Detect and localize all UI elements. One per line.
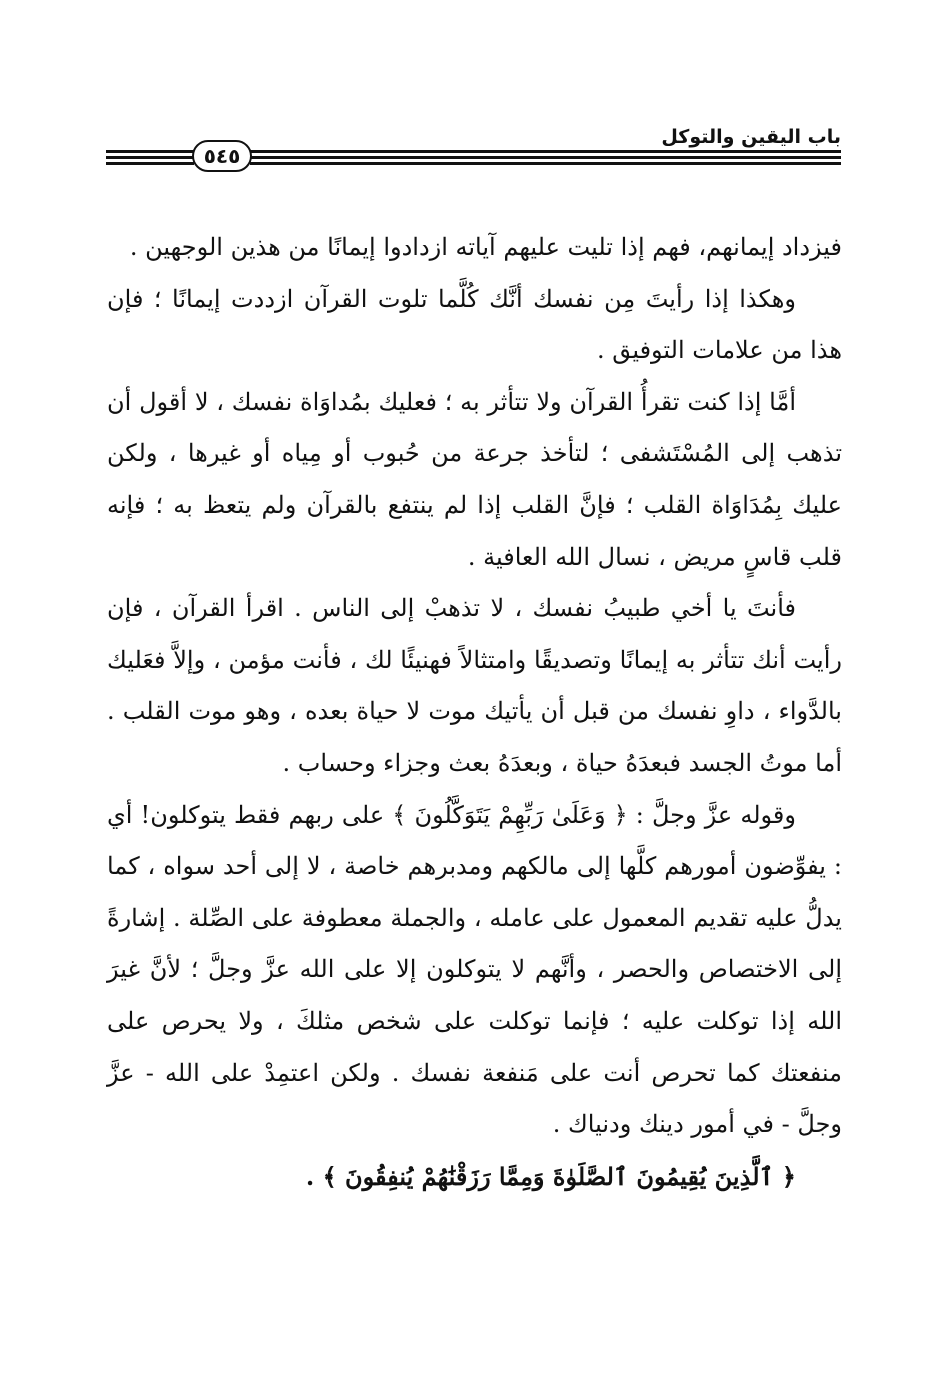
header-rule-left	[106, 162, 194, 165]
header-rule-left	[106, 150, 194, 153]
header-rule-right	[250, 156, 841, 159]
paragraph: وهكذا إذا رأيتَ مِن نفسك أنَّك كُلَّما تلوت القرآن ازددت إيمانًا ؛ فإن هذا من علامات التوفيق .	[107, 284, 842, 365]
header-rule-right	[250, 150, 841, 153]
paragraph: فيزداد إيمانهم، فهم إذا تليت عليهم آياته ازدادوا إيمانًا من هذين الوجهين .	[129, 233, 842, 261]
paragraph: فأنتَ يا أخي طبيبُ نفسك ، لا تذهبْ إلى الناس . اقرأ القرآن ، فإن رأيت أنك تتأثر به إيمانًا وتصديقًا وامتثالاً فهنيئًا لك ، فأنت مؤمن ، وإلاَّ فعَليك بالدَّواء ، داوِ نفسك من قبل أن يأتيك موت لا حياة بعده ، وهو موت القلب . أما موتُ الجسد فبعدَهُ حياة ، وبعدَهُ بعث وجزاء وحساب .	[107, 594, 842, 777]
paragraph: وقوله عزَّ وجلَّ : ﴿ وَعَلَىٰ رَبِّهِمْ يَتَوَكَّلُونَ ﴾ على ربهم فقط يتوكلون! أي : يفوِّضون أمورهم كلَّها إلى مالكهم ومدبرهم خاصة ، لا إلى أحد سواه ، كما يدلُّ عليه تقديم المعمول على عامله ، والجملة معطوفة على الصِّلة . إشارةً إلى الاختصاص والحصر ، وأنَّهم لا يتوكلون إلا على الله عزَّ وجلَّ ؛ لأنَّ غيرَ الله إذا توكلت عليه ؛ فإنما توكلت على شخص مثلكَ ، ولا يحرص على منفعتك كما تحرص أنت على مَنفعة نفسك . ولكن اعتمِدْ على الله - عزَّ وجلَّ - في أمور دينك ودنياك .	[107, 800, 842, 1139]
quran-verse: ﴿ ٱلَّذِينَ يُقِيمُونَ ٱلصَّلَوٰةَ وَمِمَّا رَزَقْنَٰهُمْ يُنفِقُونَ ﴾ .	[305, 1161, 796, 1191]
page-number: ٥٤٥	[192, 140, 252, 172]
header-rule-right	[250, 162, 841, 165]
paragraph: أمَّا إذا كنت تقرأُ القرآن ولا تتأثر به ؛ فعليك بمُداوَاة نفسك ، لا أقول أن تذهب إلى المُسْتَشفى ؛ لتأخذ جرعة من حُبوب أو مِياه أو غيرها ، ولكن عليك بِمُدَاوَاة القلب ؛ فإنَّ القلب إذا لم ينتفع بالقرآن ولم يتعظ به ؛ فإنه قلب قاسٍ مريض ، نسال الله العافية .	[107, 387, 842, 571]
body-text	[107, 222, 842, 1202]
header-rule-left	[106, 156, 194, 159]
chapter-title: باب اليقين والتوكل	[661, 126, 841, 148]
